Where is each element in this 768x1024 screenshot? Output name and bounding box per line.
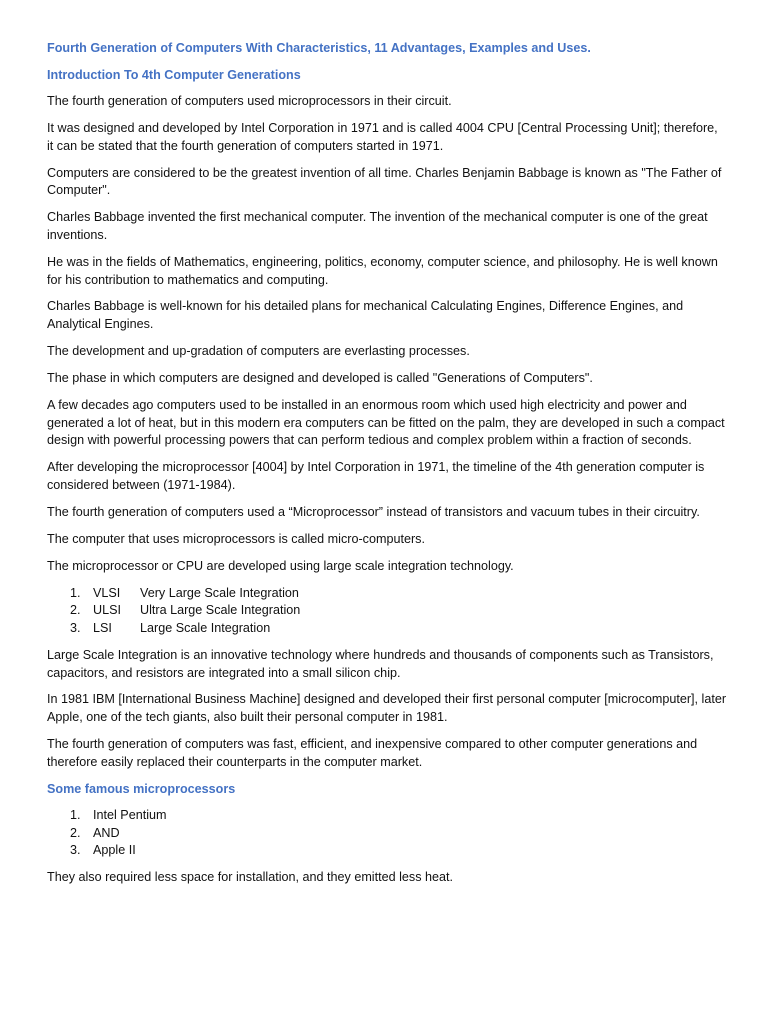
- document-title: Fourth Generation of Computers With Characteristics, 11 Advantages, Examples and Uses.: [47, 41, 591, 55]
- closing-paragraph: They also required less space for installation, and they emitted less heat.: [47, 870, 454, 885]
- paragraph: The fourth generation of computers used a “Microprocessor” instead of transistors and vacuum tubes in their circuitry.: [47, 504, 700, 519]
- list-number: 1.: [70, 808, 81, 823]
- paragraph: The development and up-gradation of computers are everlasting processes.: [47, 344, 470, 359]
- microprocessor-list: [47, 807, 727, 860]
- paragraph: A few decades ago computers used to be installed in an enormous room which used high electricity and power and generated a lot of heat, but in this modern era computers can be fitted on the palm, they are developed in such a compact design with powerful processing powers that can perform tedious and complex problem within a fraction of seconds.: [47, 398, 725, 448]
- paragraph: The fourth generation of computers was fast, efficient, and inexpensive compared to other computer generations and therefore easily replaced their counterparts in the computer market.: [47, 737, 698, 769]
- microprocessors-heading: Some famous microprocessors: [47, 781, 236, 796]
- list-number: 2.: [70, 603, 81, 618]
- list-abbreviation: LSI: [93, 620, 112, 635]
- list-number: 2.: [70, 825, 81, 840]
- intro-heading: Introduction To 4th Computer Generations: [47, 67, 301, 82]
- paragraph: The fourth generation of computers used microprocessors in their circuit.: [47, 94, 452, 109]
- list-text: Apple II: [93, 843, 136, 858]
- list-text: AND: [93, 825, 120, 840]
- list-number: 3.: [70, 843, 81, 858]
- document-page: [47, 40, 727, 896]
- paragraph: After developing the microprocessor [4004] by Intel Corporation in 1971, the timeline of the 4th generation computer is considered between (1971-1984).: [47, 460, 705, 492]
- list-number: 3.: [70, 620, 81, 635]
- list-item: [47, 842, 727, 860]
- list-description: Large Scale Integration: [140, 620, 271, 635]
- list-item: [47, 585, 727, 603]
- paragraph: In 1981 IBM [International Business Machine] designed and developed their first personal computer [microcomputer], later Apple, one of the tech giants, also built their personal computer in 1981.: [47, 692, 727, 725]
- list-item: [47, 825, 727, 843]
- list-description: Ultra Large Scale Integration: [140, 603, 301, 618]
- list-text: Intel Pentium: [93, 808, 167, 823]
- list-item: [47, 602, 727, 620]
- list-description: Very Large Scale Integration: [140, 585, 299, 600]
- list-item: [47, 807, 727, 825]
- paragraph: Charles Babbage is well-known for his detailed plans for mechanical Calculating Engines, Difference Engines, and Analytical Engines.: [47, 299, 684, 332]
- paragraph: The microprocessor or CPU are developed using large scale integration technology.: [47, 558, 514, 573]
- paragraph: He was in the fields of Mathematics, engineering, politics, economy, computer science, and philosophy. He is well known for his contribution to mathematics and computing.: [47, 254, 718, 287]
- paragraph: Large Scale Integration is an innovative technology where hundreds and thousands of components such as Transistors, capacitors, and resistors are integrated into a small silicon chip.: [47, 647, 714, 680]
- paragraph: Charles Babbage invented the first mechanical computer. The invention of the mechanical computer is one of the great inventions.: [47, 210, 708, 242]
- list-number: 1.: [70, 585, 81, 600]
- paragraph: It was designed and developed by Intel Corporation in 1971 and is called 4004 CPU [Central Processing Unit]; therefore, it can be stated that the fourth generation of computers started in 1971.: [47, 121, 718, 153]
- integration-list: [47, 585, 727, 638]
- list-item: [47, 620, 727, 638]
- paragraph: The computer that uses microprocessors is called micro-computers.: [47, 531, 425, 546]
- paragraph: The phase in which computers are designed and developed is called "Generations of Computers".: [47, 371, 593, 386]
- paragraph: Computers are considered to be the greatest invention of all time. Charles Benjamin Babbage is known as "The Father of Computer".: [47, 165, 722, 198]
- list-abbreviation: VLSI: [93, 585, 121, 600]
- list-abbreviation: ULSI: [93, 603, 121, 618]
